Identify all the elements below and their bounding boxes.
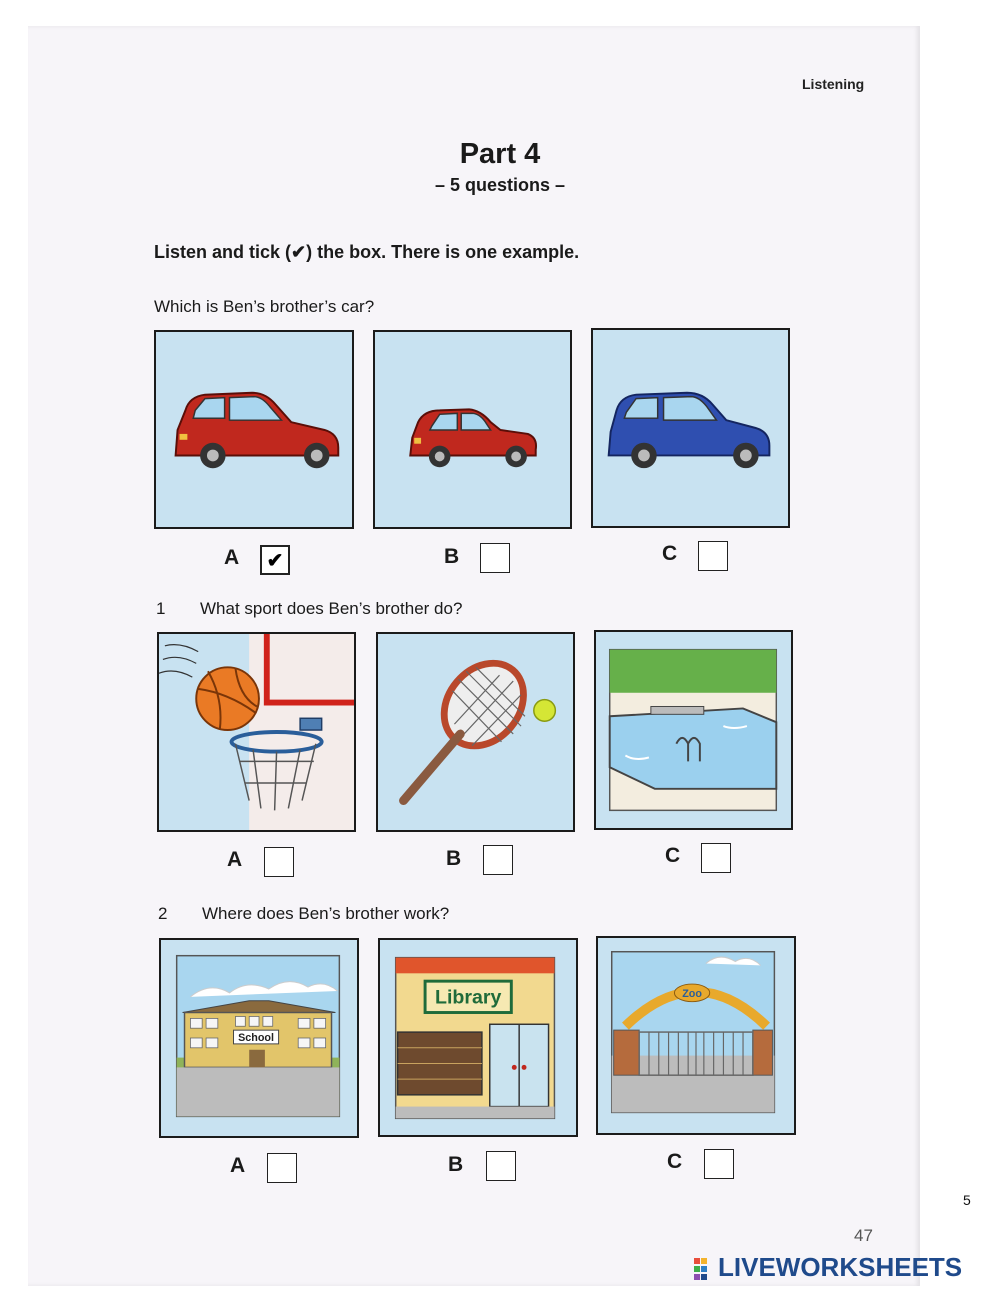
library-building-icon [380, 940, 576, 1135]
example-question: Which is Ben’s brother’s car? [154, 297, 375, 316]
example-option-a-checkbox[interactable] [260, 545, 290, 575]
school-sign: School [238, 1031, 275, 1044]
q1-option-b-checkbox[interactable] [483, 845, 513, 875]
question-1-number: 1 [156, 599, 166, 618]
zoo-sign: Zoo [682, 987, 702, 1000]
blue-car-icon [593, 330, 788, 526]
q2-picture-c-zoo [596, 936, 796, 1135]
q1-picture-b-tennis [376, 632, 575, 832]
q1-option-b-letter: B [446, 847, 462, 870]
q1-option-a-checkbox[interactable] [264, 847, 294, 877]
zoo-gate-icon [598, 938, 794, 1133]
tick-icon: ✔ [266, 550, 284, 572]
q2-option-c-letter: C [667, 1150, 683, 1173]
part-subtitle: – 5 questions – [434, 175, 566, 195]
example-picture-b-small-red-car [373, 330, 572, 529]
swimming-pool-icon [596, 632, 791, 828]
question-1-text: What sport does Ben’s brother do? [200, 599, 463, 618]
section-label: Listening [802, 76, 865, 92]
part-title: Part 4 [459, 138, 541, 170]
question-2-text: Where does Ben’s brother work? [202, 904, 450, 923]
q1-option-c-letter: C [665, 844, 681, 867]
example-picture-a-red-car [154, 330, 354, 529]
question-1 [156, 599, 462, 619]
example-option-b-checkbox[interactable] [480, 543, 510, 573]
library-sign: Library [435, 986, 502, 1009]
question-2 [158, 904, 449, 924]
example-picture-c-blue-car [591, 328, 790, 528]
example-option-c-checkbox[interactable] [698, 541, 728, 571]
example-option-a-letter: A [224, 546, 240, 569]
q1-picture-c-swimming-pool [594, 630, 793, 830]
red-car-icon [156, 332, 352, 527]
q2-picture-a-school [159, 938, 359, 1138]
q2-picture-b-library [378, 938, 578, 1137]
q2-option-a-letter: A [230, 1154, 246, 1177]
instruction-text: Listen and tick (✔) the box. There is one example. [154, 242, 580, 262]
liveworksheets-brand: LIVEWORKSHEETS [718, 1252, 963, 1282]
item-number: 5 [963, 1192, 971, 1208]
q2-option-b-checkbox[interactable] [486, 1151, 516, 1181]
q2-option-b-letter: B [448, 1153, 464, 1176]
school-building-icon [161, 940, 357, 1136]
q2-option-c-checkbox[interactable] [704, 1149, 734, 1179]
example-option-c-letter: C [662, 542, 678, 565]
q1-option-c-checkbox[interactable] [701, 843, 731, 873]
page-number: 47 [854, 1226, 873, 1245]
question-2-number: 2 [158, 904, 168, 923]
q1-option-a-letter: A [227, 848, 243, 871]
liveworksheets-logo-icon [694, 1258, 714, 1280]
q2-option-a-checkbox[interactable] [267, 1153, 297, 1183]
small-car-icon [375, 332, 570, 527]
basketball-icon [159, 634, 354, 830]
tennis-racket-icon [378, 634, 573, 830]
q1-picture-a-basketball [157, 632, 356, 832]
example-option-b-letter: B [444, 545, 460, 568]
